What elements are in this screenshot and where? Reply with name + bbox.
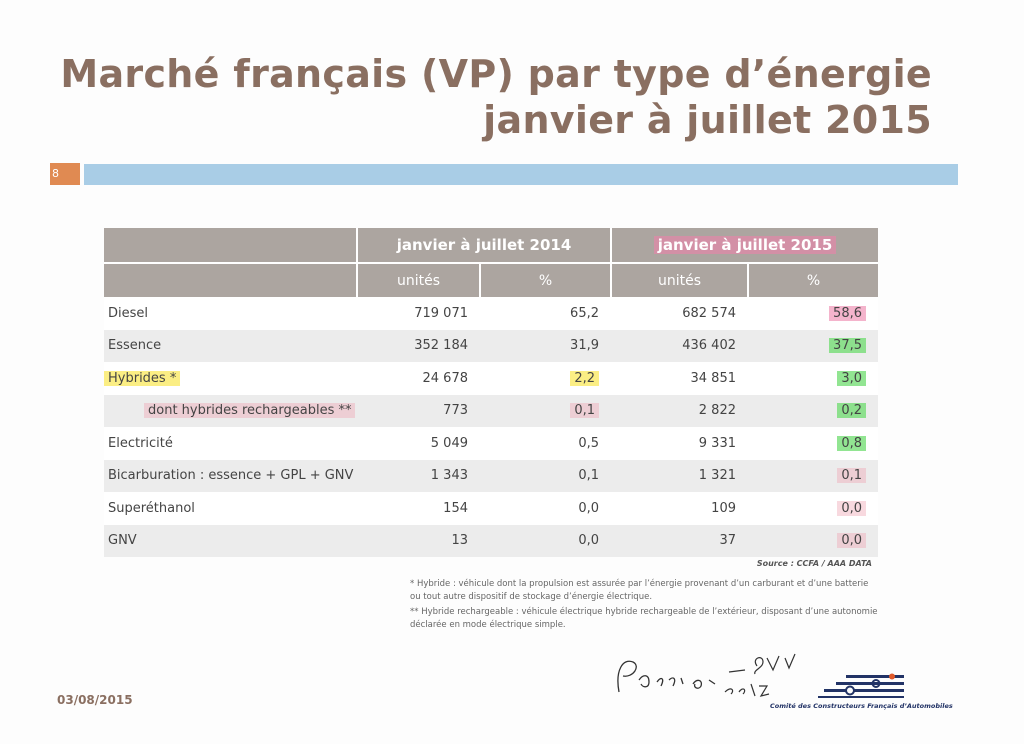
footnote-plugin-hybrid: ** Hybride rechargeable : véhicule électrique hybride rechargeable de l’extérieur, disposant d’une autonomie déclarée en mode électrique simple. [410,607,878,630]
footnote-hybrid: * Hybride : véhicule dont la propulsion est assurée par l’énergie provenant d’un carburant et d’une batterie ou tout autre dispositif de stockage d’énergie électrique. [410,579,869,602]
units-2015: 37 [611,525,748,558]
row-label: Bicarburation : essence + GPL + GNV [104,460,357,493]
pct-2014: 0,5 [480,427,611,460]
pct-2015-value: 0,0 [837,501,866,516]
units-2015: 436 402 [611,330,748,363]
units-2015: 109 [611,492,748,525]
pct-2014: 65,2 [480,297,611,330]
subheader-pct-2015: % [748,263,878,297]
pct-2015 [748,330,878,363]
units-2015: 34 851 [611,362,748,395]
units-2014: 773 [357,395,480,428]
pct-2015 [748,492,878,525]
table-row [104,395,878,428]
pct-2015-value: 0,2 [837,403,866,418]
pct-2014 [480,395,611,428]
row-label [104,362,357,395]
handwritten-note [605,640,805,700]
pct-2015-value: 0,8 [837,436,866,451]
energy-market-table [104,228,878,557]
period-header-2014 [357,228,611,263]
pct-2014 [480,362,611,395]
table-row [104,525,878,558]
row-label: GNV [104,525,357,558]
pct-2014-value: 2,2 [570,371,599,386]
pct-2015 [748,525,878,558]
units-2014: 24 678 [357,362,480,395]
table-row [104,330,878,363]
pct-2014: 31,9 [480,330,611,363]
pct-2014: 0,1 [480,460,611,493]
table-row [104,362,878,395]
table-corner-cell [104,228,357,263]
units-2015: 2 822 [611,395,748,428]
pct-2014-value: 0,1 [570,403,599,418]
row-label: Diesel [104,297,357,330]
table-row [104,427,878,460]
pct-2014: 0,0 [480,525,611,558]
row-label [104,395,357,428]
table-row [104,297,878,330]
pct-2015-value: 0,0 [837,533,866,548]
units-2015: 1 321 [611,460,748,493]
row-label-text: Hybrides * [104,371,180,386]
units-2014: 1 343 [357,460,480,493]
page-title-line-1: Marché français (VP) par type d’énergie [60,52,932,96]
pct-2015 [748,427,878,460]
pct-2015-value: 58,6 [829,306,866,321]
pct-2014: 0,0 [480,492,611,525]
document-date: 03/08/2015 [57,693,133,707]
period-header-2014-label: janvier à juillet 2014 [396,236,572,254]
subheader-units-2014: unités [357,263,480,297]
units-2014: 352 184 [357,330,480,363]
pct-2015 [748,460,878,493]
pct-2015-value: 3,0 [837,371,866,386]
subheader-units-2015: unités [611,263,748,297]
pct-2015 [748,297,878,330]
units-2015: 682 574 [611,297,748,330]
units-2014: 5 049 [357,427,480,460]
pct-2015-value: 37,5 [829,338,866,353]
table-row [104,460,878,493]
row-label: Essence [104,330,357,363]
table-row [104,492,878,525]
pct-2015 [748,362,878,395]
table-corner-cell [104,263,357,297]
subheader-pct-2014: % [480,263,611,297]
page-title-line-2: janvier à juillet 2015 [483,98,932,142]
row-label: Electricité [104,427,357,460]
period-header-2015 [611,228,878,263]
source-note: Source : CCFA / AAA DATA [756,559,872,568]
header-band [84,164,958,185]
pct-2015-value: 0,1 [837,468,866,483]
units-2015: 9 331 [611,427,748,460]
units-2014: 13 [357,525,480,558]
row-label-text: dont hybrides rechargeables ** [144,403,355,418]
row-label: Superéthanol [104,492,357,525]
pct-2015 [748,395,878,428]
organization-name: Comité des Constructeurs Français d’Automobiles [770,702,953,710]
period-header-2015-label: janvier à juillet 2015 [654,236,837,254]
slide-number: 8 [50,163,80,185]
ccfa-logo-icon [818,672,912,700]
units-2014: 719 071 [357,297,480,330]
units-2014: 154 [357,492,480,525]
